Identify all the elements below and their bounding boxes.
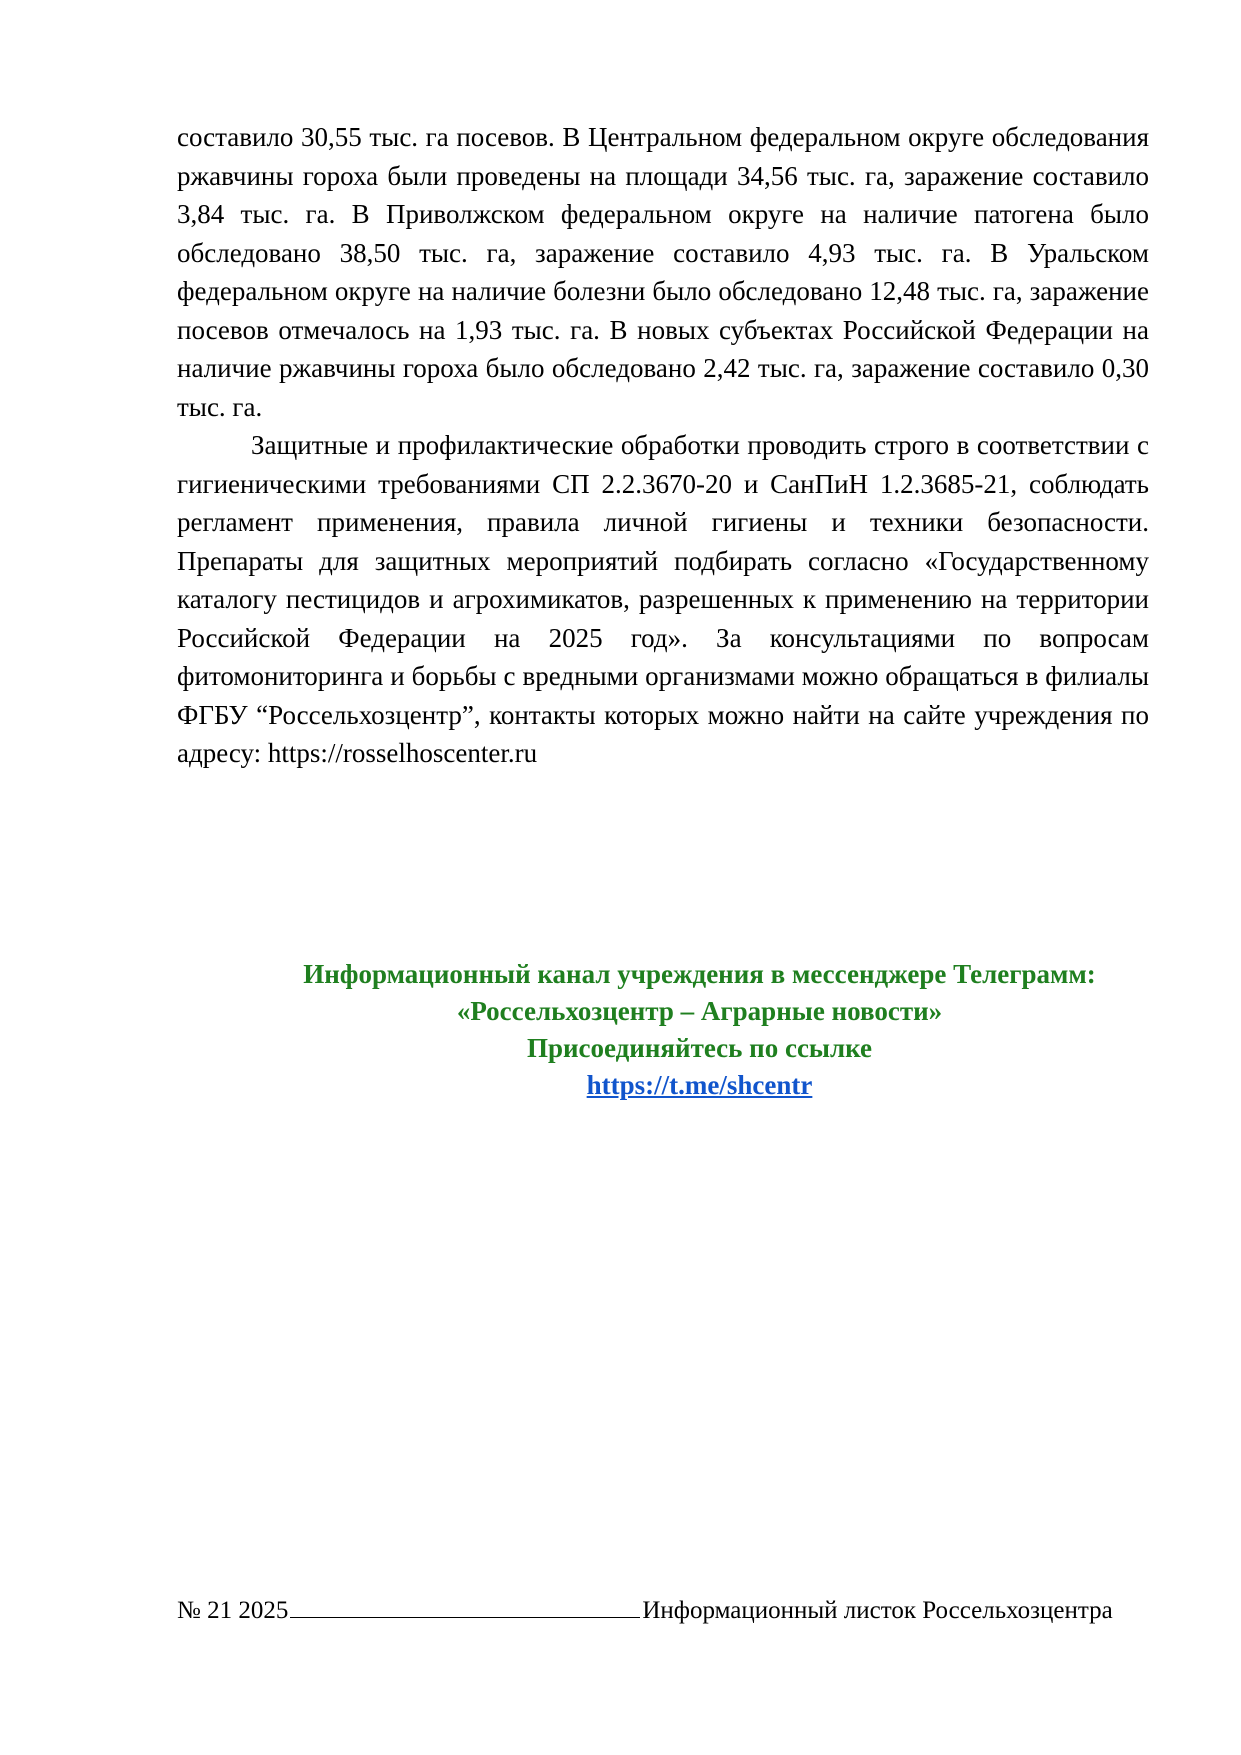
telegram-link[interactable]: https://t.me/shcentr: [586, 1070, 813, 1100]
issue-number: № 21 2025: [177, 1597, 289, 1624]
footer-rule: [290, 1595, 640, 1618]
telegram-channel-name: «Россельхозцентр – Аграрные новости»: [456, 996, 943, 1026]
telegram-heading: Информационный канал учреждения в мессенджере Телеграмм:: [303, 959, 1096, 989]
paragraph-survey-results: составило 30,55 тыс. га посевов. В Центральном федеральном округе обследования ржавчины гороха были проведены на площади 34,56 тыс. га, заражение составило 3,84 тыс. га. В Приволжском федеральном округе на наличие патогена было обследовано 38,50 тыс. га, заражение составило 4,93 тыс. га. В Уральском федеральном округе на наличие болезни было обследовано 12,48 тыс. га, заражение посевов отмечалось на 1,93 тыс. га. В новых субъектах Российской Федерации на наличие ржавчины гороха было обследовано 2,42 тыс. га, заражение составило 0,30 тыс. га.: [177, 122, 1149, 422]
publication-name: Информационный листок Россельхозцентра: [642, 1597, 1113, 1624]
paragraph-protection-recommendations: Защитные и профилактические обработки проводить строго в соответствии с гигиеническими требованиями СП 2.2.3670-20 и СанПиН 1.2.3685-21, соблюдать регламент применения, правила личной гигиены и техники безопасности. Препараты для защитных мероприятий подбирать согласно «Государственному каталогу пестицидов и агрохимикатов, разрешенных к применению на территории Российской Федерации на 2025 год». За консультациями по вопросам фитомониторинга и борьбы с вредными организмами можно обращаться в филиалы ФГБУ “Россельхозцентр”, контакты которых можно найти на сайте учреждения по адресу: https://rosselhoscenter.ru: [177, 430, 1149, 768]
telegram-join-text: Присоединяйтесь по ссылке: [526, 1033, 873, 1063]
body-text: [177, 118, 1149, 773]
page-footer: [177, 1595, 1177, 1626]
telegram-channel-notice: [177, 956, 1222, 1104]
